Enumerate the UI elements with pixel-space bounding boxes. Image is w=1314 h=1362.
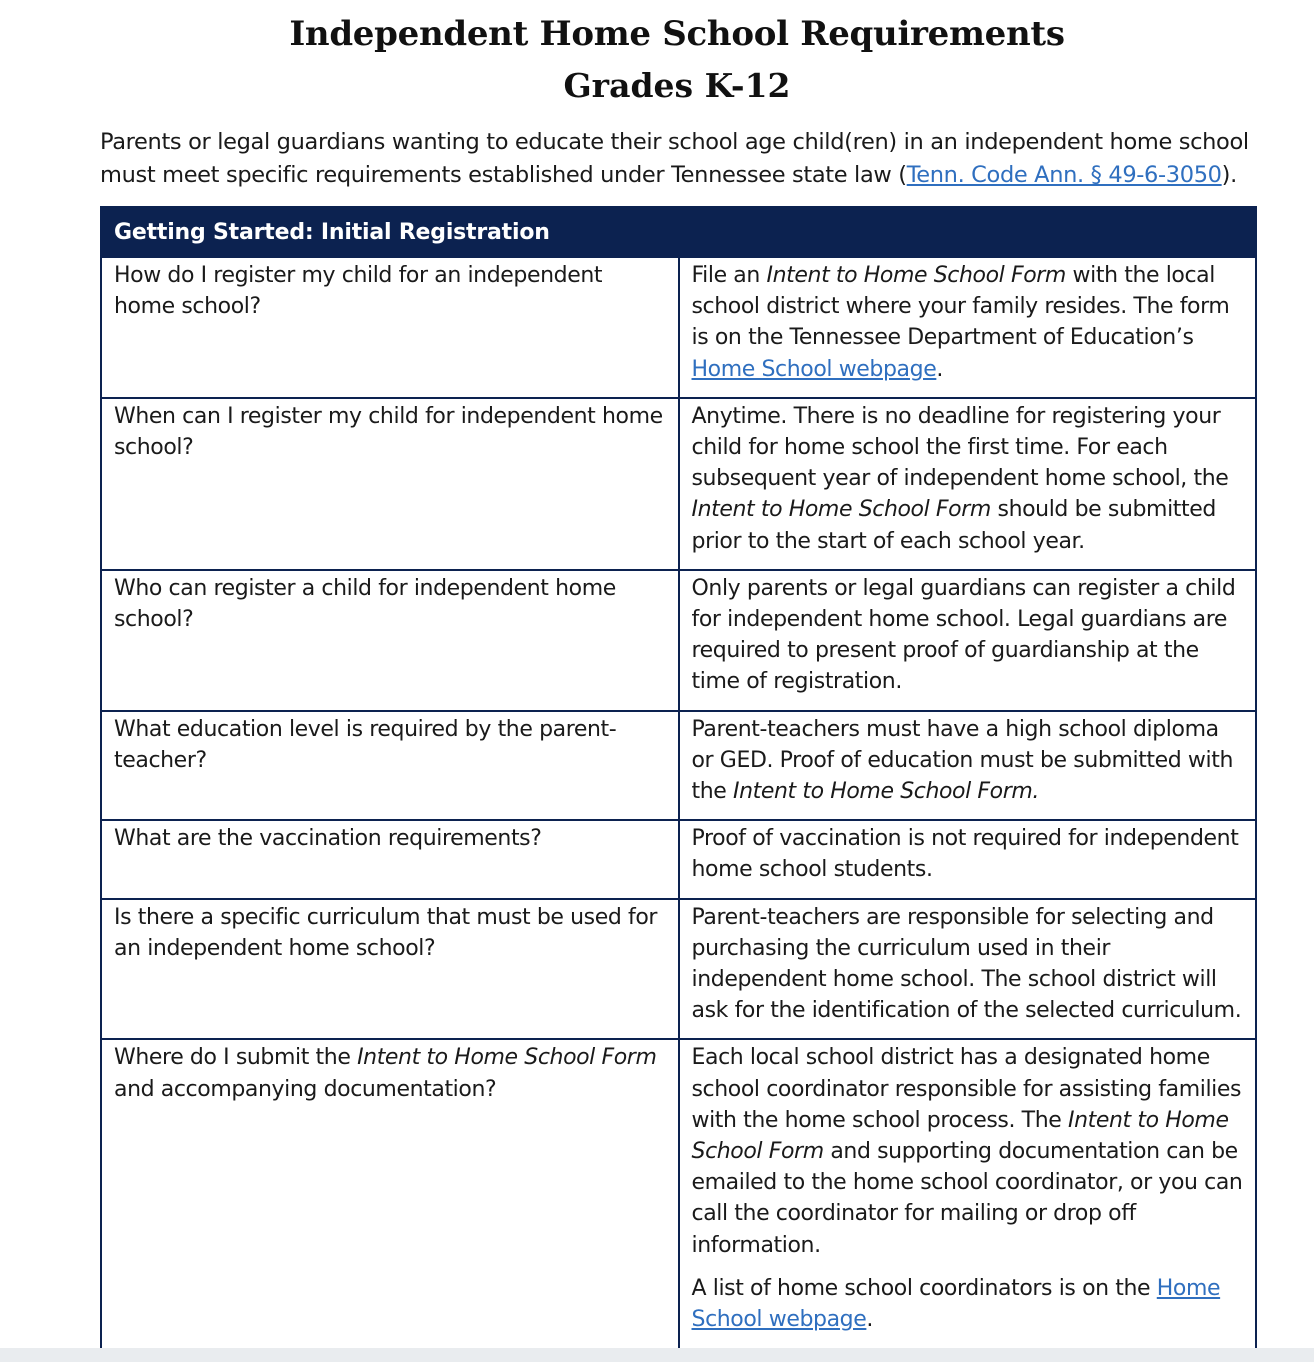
requirements-table-wrap — [100, 206, 1257, 1350]
requirements-table — [100, 206, 1257, 1350]
question-cell: What education level is required by the parent-teacher? — [101, 711, 679, 821]
tenn-code-link[interactable]: Tenn. Code Ann. § 49-6-3050 — [906, 162, 1222, 188]
question-cell — [101, 1039, 679, 1349]
answer-cell — [679, 711, 1257, 821]
table-row — [101, 711, 1256, 821]
table-row — [101, 570, 1256, 711]
answer-emphasis: Intent to Home School Form — [691, 497, 991, 523]
answer-text: Only parents or legal guardians can register a child for independent home school. Legal guardians are required to present proof of guardianship at the time of registration. — [691, 575, 1236, 695]
answer-text: Anytime. There is no deadline for registering your child for home school the first time. For each subsequent year of independent home school, the — [691, 403, 1229, 492]
answer-text: File an — [691, 263, 767, 288]
table-row — [101, 899, 1256, 1040]
answer-cell — [679, 570, 1257, 711]
question-cell: Is there a specific curriculum that must be used for an independent home school? — [101, 899, 679, 1040]
answer-text: Parent-teachers must have a high school diploma or GED. Proof of education must be submitted with the — [691, 716, 1234, 805]
table-row — [101, 398, 1256, 570]
answer-cell — [679, 820, 1257, 898]
answer-text: A list of home school coordinators is on the — [691, 1275, 1157, 1301]
answer-cell — [679, 257, 1257, 398]
answer-cell — [679, 1039, 1257, 1349]
home-school-webpage-link[interactable]: Home School webpage — [691, 1275, 1221, 1333]
answer-emphasis: Intent to Home School Form — [766, 263, 1066, 288]
answer-text: . — [936, 356, 943, 382]
question-text: and accompanying documentation? — [114, 1076, 497, 1102]
home-school-webpage-link[interactable]: Home School webpage — [691, 356, 937, 382]
table-row — [101, 820, 1256, 898]
answer-paragraph — [692, 1273, 1244, 1335]
question-emphasis: Intent to Home School Form — [357, 1045, 657, 1071]
question-cell: What are the vaccination requirements? — [101, 820, 679, 898]
answer-emphasis: Intent to Home School Form — [691, 1107, 1229, 1165]
document-subtitle: Grades K-12 — [563, 66, 791, 105]
table-row — [101, 257, 1256, 398]
answer-emphasis: Intent to Home School Form. — [733, 779, 1040, 805]
answer-cell — [679, 398, 1257, 570]
answer-text: Each local school district has a designated home school coordinator responsible for assisting families with the home school process. The — [691, 1045, 1242, 1133]
answer-paragraph — [692, 1042, 1244, 1260]
table-row — [101, 1039, 1256, 1349]
intro-text-end: ). — [1221, 162, 1237, 188]
answer-text: Parent-teachers are responsible for selecting and purchasing the curriculum used in their independent home school. The school district will ask for the identification of the selected curriculum. — [691, 904, 1242, 1024]
answer-text: with the local school district where your family resides. The form is on the Tennessee Department of Education’s — [691, 263, 1230, 351]
answer-text: . — [866, 1307, 873, 1333]
question-cell: How do I register my child for an independent home school? — [101, 257, 679, 398]
answer-text: Proof of vaccination is not required for independent home school students. — [691, 826, 1239, 883]
question-cell: Who can register a child for independent home school? — [101, 570, 679, 711]
viewer-bottom-edge — [0, 1348, 1314, 1362]
answer-cell — [679, 899, 1257, 1040]
table-header: Getting Started: Initial Registration — [101, 207, 1256, 257]
question-cell: When can I register my child for independent home school? — [101, 398, 679, 570]
answer-text: should be submitted prior to the start of each school year. — [691, 497, 1216, 554]
document-title: Independent Home School Requirements — [289, 14, 1065, 54]
intro-text: Parents or legal guardians wanting to educate their school age child(ren) in an independent home school must meet specific requirements established under Tennessee state law ( — [100, 129, 1249, 188]
intro-paragraph — [100, 126, 1260, 192]
answer-text: and supporting documentation can be emailed to the home school coordinator, or you can call the coordinator for mailing or drop off information. — [691, 1139, 1243, 1258]
question-text: Where do I submit the — [114, 1045, 358, 1071]
